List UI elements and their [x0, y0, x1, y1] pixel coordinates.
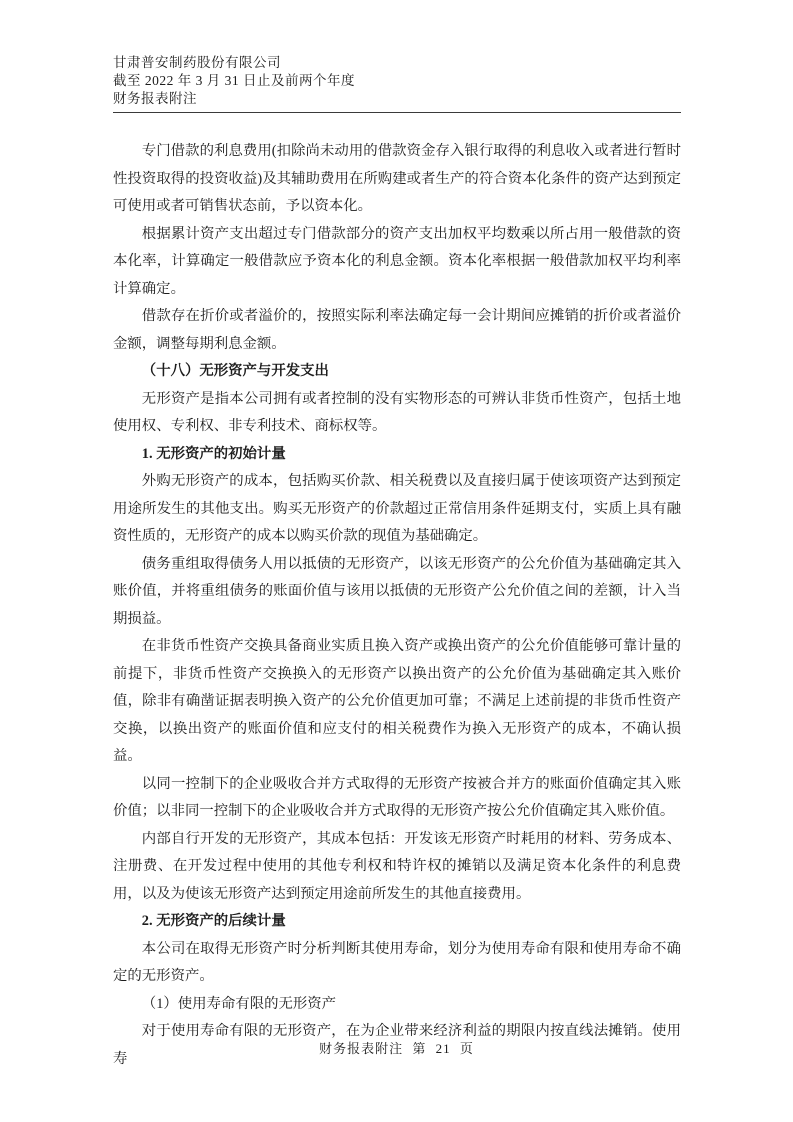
page-footer: 财务报表附注 第 21 页 [319, 1041, 474, 1056]
page-content [113, 54, 681, 1073]
paragraph-merger-acquired: 以同一控制下的企业吸收合并方式取得的无形资产按被合并方的账面价值确定其入账价值；以非同一控制下的企业吸收合并方式取得的无形资产按公允价值确定其入账价值。 [113, 775, 681, 819]
heading-initial-measurement: 1. 无形资产的初始计量 [141, 445, 286, 462]
paragraph-purchased-intangibles: 外购无形资产的成本，包括购买价款、相关税费以及直接归属于使该项资产达到预定用途所发生的其他支出。购买无形资产的价款超过正常信用条件延期支付，实质上具有融资性质的，无形资产的成本以购买价款的现值为基础确定。 [113, 473, 681, 544]
paragraph-internally-developed: 内部自行开发的无形资产，其成本包括：开发该无形资产时耗用的材料、劳务成本、注册费、在开发过程中使用的其他专利权和特许权的摊销以及满足资本化条件的利息费用，以及为使该无形资产达到预定用途前所发生的其他直接费用。 [113, 830, 681, 902]
paragraph-intangible-definition: 无形资产是指本公司拥有或者控制的没有实物形态的可辨认非货币性资产，包括土地使用权、专利权、非专利技术、商标权等。 [113, 390, 681, 434]
document-header [113, 54, 681, 108]
subheading-finite-useful-life: （1）使用寿命有限的无形资产 [141, 995, 337, 1012]
heading-subsequent-measurement: 2. 无形资产的后续计量 [141, 913, 286, 929]
paragraph-discount-premium: 借款存在折价或者溢价的，按照实际利率法确定每一会计期间应摊销的折价或者溢价金额，调整每期利息金额。 [113, 308, 681, 352]
paragraph-straight-line-amortize: 对于使用寿命有限的无形资产，在为企业带来经济利益的期限内按直线法摊销。使用寿 [113, 1023, 681, 1067]
section-heading-intangible-assets: （十八）无形资产与开发支出 [141, 363, 329, 379]
paragraph-borrowing-interest: 专门借款的利息费用(扣除尚未动用的借款资金存入银行取得的利息收入或者进行暂时性投资取得的投资收益)及其辅助费用在所购建或者生产的符合资本化条件的资产达到预定可使用或者可销售状态前，予以资本化。 [113, 143, 681, 214]
paragraph-capitalization-rate: 根据累计资产支出超过专门借款部分的资产支出加权平均数乘以所占用一般借款的资本化率，计算确定一般借款应予资本化的利息金额。资本化率根据一般借款加权平均利率计算确定。 [113, 225, 681, 297]
header-divider [113, 112, 681, 113]
reporting-period: 截至 2022 年 3 月 31 日止及前两个年度 [113, 73, 355, 88]
company-name: 甘肃普安制药股份有限公司 [113, 55, 281, 70]
document-title: 财务报表附注 [113, 91, 197, 106]
paragraph-nonmonetary-exchange: 在非货币性资产交换具备商业实质且换入资产或换出资产的公允价值能够可靠计量的前提下，非货币性资产交换换入的无形资产以换出资产的公允价值为基础确定其入账价值，除非有确凿证据表明换入资产的公允价值更加可靠；不满足上述前提的非货币性资产交换，以换出资产的账面价值和应支付的相关税费作为换入无形资产的成本，不确认损益。 [113, 638, 681, 764]
document-body [113, 138, 681, 1073]
paragraph-debt-restructuring: 债务重组取得债务人用以抵债的无形资产，以该无形资产的公允价值为基础确定其入账价值，并将重组债务的账面价值与该用以抵债的无形资产公允价值之间的差额，计入当期损益。 [113, 555, 681, 627]
paragraph-useful-life-judgement: 本公司在取得无形资产时分析判断其使用寿命，划分为使用寿命有限和使用寿命不确定的无形资产。 [113, 940, 681, 984]
